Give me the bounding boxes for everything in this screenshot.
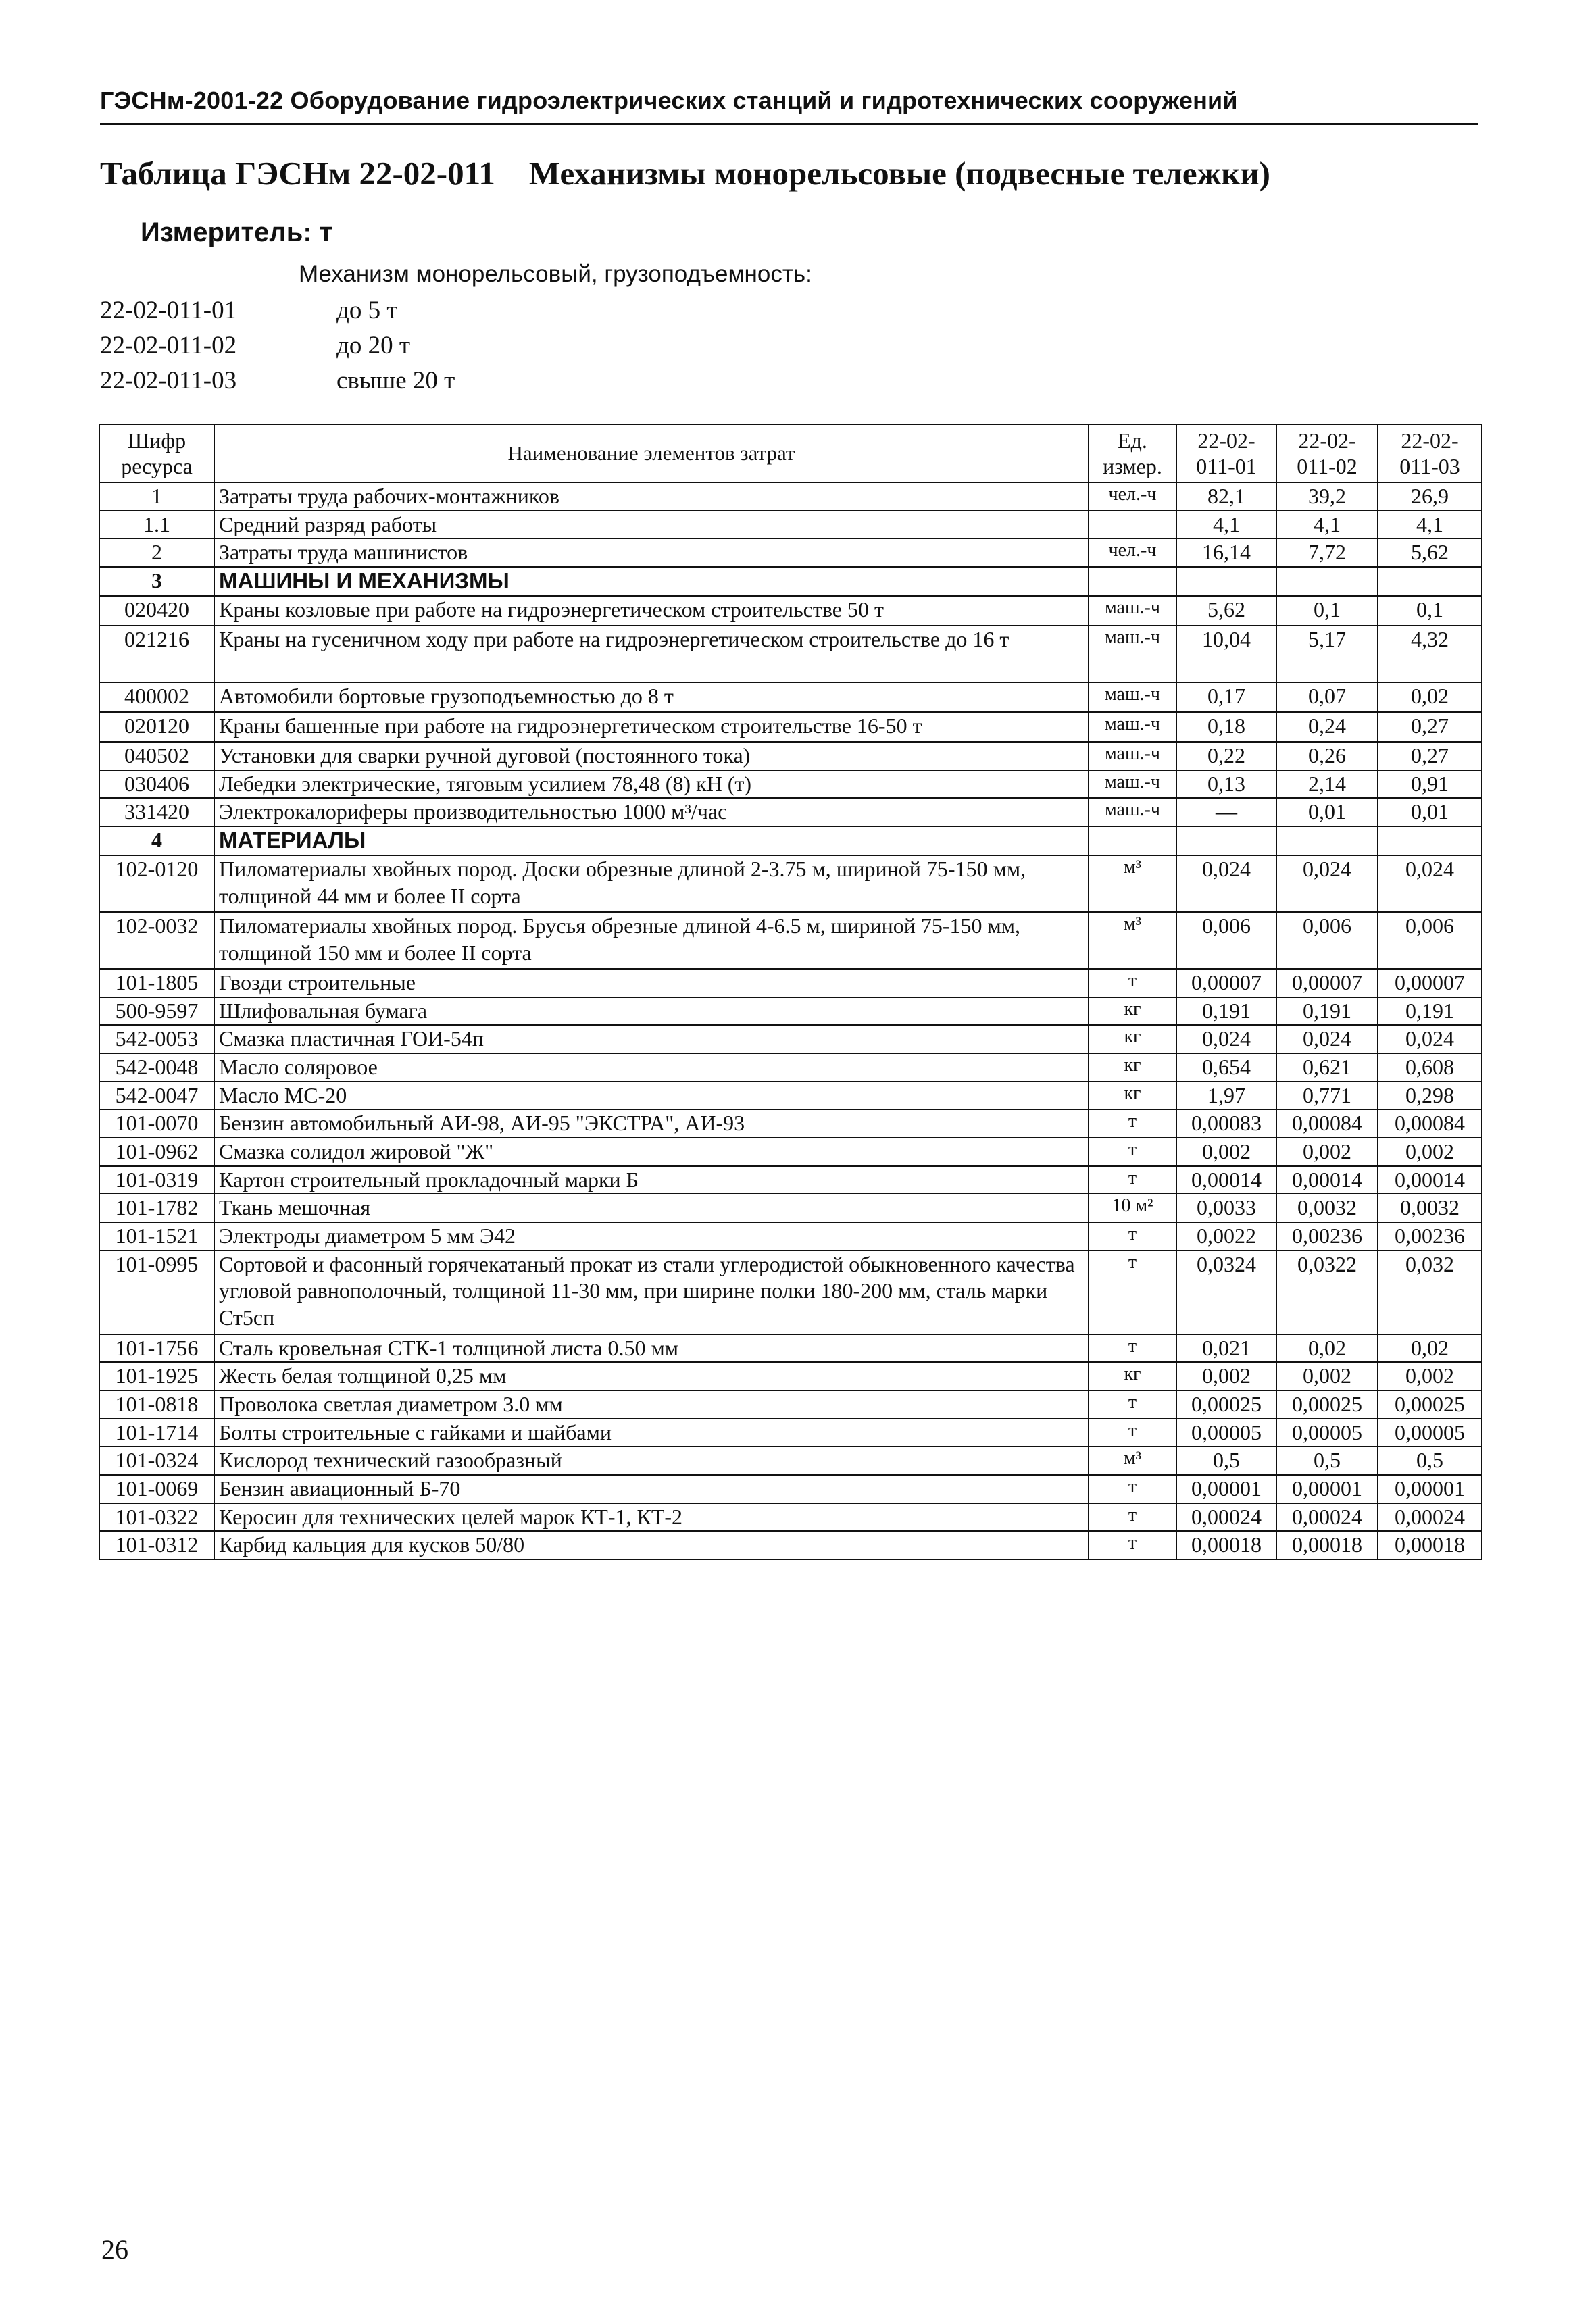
value-variant-01 <box>1176 826 1276 855</box>
running-header: ГЭСНм-2001-22 Оборудование гидроэлектрических станций и гидротехнических сооружений <box>100 86 1238 114</box>
value-variant-01: 0,00005 <box>1176 1419 1276 1447</box>
resource-code: 500-9597 <box>99 997 214 1026</box>
resource-name: Проволока светлая диаметром 3.0 мм <box>214 1390 1089 1419</box>
value-variant-03: 0,191 <box>1378 997 1482 1026</box>
value-variant-02: 0,00024 <box>1276 1503 1378 1532</box>
value-variant-01: 0,00025 <box>1176 1390 1276 1419</box>
value-variant-02: 0,0032 <box>1276 1194 1378 1222</box>
resource-code: 101-1782 <box>99 1194 214 1222</box>
value-variant-02: 0,006 <box>1276 912 1378 969</box>
table-name: Механизмы монорельсовые (подвесные тележки) <box>528 155 1270 192</box>
resource-code: 040502 <box>99 742 214 770</box>
value-variant-01: 4,1 <box>1176 511 1276 539</box>
table-row <box>99 742 1482 770</box>
resource-unit: т <box>1089 1503 1176 1532</box>
value-variant-02: 4,1 <box>1276 511 1378 539</box>
resource-name: Керосин для технических целей марок КТ-1, КТ-2 <box>214 1503 1089 1532</box>
value-variant-02: 0,00084 <box>1276 1109 1378 1138</box>
value-variant-03: 0,00001 <box>1378 1475 1482 1503</box>
resources-table <box>99 424 1482 1560</box>
table-row <box>99 511 1482 539</box>
value-variant-03 <box>1378 567 1482 596</box>
page-number: 26 <box>101 2234 128 2265</box>
header-code: Шифр ресурса <box>99 424 214 482</box>
variant-line <box>100 296 573 325</box>
table-title <box>100 154 1478 193</box>
value-variant-03: 0,608 <box>1378 1053 1482 1082</box>
resource-name: Смазка солидол жировой "Ж" <box>214 1138 1089 1166</box>
resource-name: Затраты труда рабочих-монтажников <box>214 482 1089 511</box>
resource-code: 021216 <box>99 626 214 682</box>
header-variant-02: 22-02-011-02 <box>1276 424 1378 482</box>
value-variant-02: 0,1 <box>1276 596 1378 626</box>
table-row <box>99 912 1482 969</box>
table-row <box>99 1503 1482 1532</box>
value-variant-03: 5,62 <box>1378 538 1482 567</box>
table-row <box>99 596 1482 626</box>
table-label: Таблица ГЭСНм 22-02-011 <box>100 155 495 192</box>
resource-unit: т <box>1089 1334 1176 1363</box>
table-row <box>99 1419 1482 1447</box>
resource-name: Картон строительный прокладочный марки Б <box>214 1166 1089 1194</box>
value-variant-01: 0,0022 <box>1176 1222 1276 1251</box>
value-variant-02: 0,024 <box>1276 855 1378 912</box>
resource-name: Смазка пластичная ГОИ-54п <box>214 1025 1089 1053</box>
table-row <box>99 1166 1482 1194</box>
value-variant-01: — <box>1176 798 1276 826</box>
value-variant-03: 0,91 <box>1378 770 1482 799</box>
resource-code: 101-0818 <box>99 1390 214 1419</box>
value-variant-03: 0,00024 <box>1378 1503 1482 1532</box>
value-variant-01: 10,04 <box>1176 626 1276 682</box>
table-row <box>99 1082 1482 1110</box>
value-variant-02 <box>1276 567 1378 596</box>
value-variant-03: 0,5 <box>1378 1447 1482 1475</box>
value-variant-03: 4,32 <box>1378 626 1482 682</box>
value-variant-03: 0,1 <box>1378 596 1482 626</box>
resource-name: Лебедки электрические, тяговым усилием 78,48 (8) кН (т) <box>214 770 1089 799</box>
value-variant-03: 0,006 <box>1378 912 1482 969</box>
value-variant-01: 0,024 <box>1176 1025 1276 1053</box>
resource-code: 1 <box>99 482 214 511</box>
resource-unit: маш.-ч <box>1089 596 1176 626</box>
value-variant-03: 0,298 <box>1378 1082 1482 1110</box>
resource-unit: т <box>1089 1419 1176 1447</box>
value-variant-02: 0,00001 <box>1276 1475 1378 1503</box>
resource-name: Кислород технический газообразный <box>214 1447 1089 1475</box>
resource-unit: т <box>1089 1138 1176 1166</box>
value-variant-02: 0,26 <box>1276 742 1378 770</box>
value-variant-03: 0,024 <box>1378 855 1482 912</box>
value-variant-03: 26,9 <box>1378 482 1482 511</box>
resource-unit: т <box>1089 1109 1176 1138</box>
resource-name: Карбид кальция для кусков 50/80 <box>214 1531 1089 1559</box>
value-variant-01: 0,0033 <box>1176 1194 1276 1222</box>
table-row <box>99 969 1482 997</box>
meter-label: Измеритель: т <box>141 218 333 247</box>
table-row <box>99 826 1482 855</box>
value-variant-03: 0,00236 <box>1378 1222 1482 1251</box>
resource-code: 102-0120 <box>99 855 214 912</box>
table-row <box>99 1362 1482 1390</box>
resource-name: Краны башенные при работе на гидроэнергетическом строительстве 16-50 т <box>214 712 1089 742</box>
table-row <box>99 1251 1482 1334</box>
resource-name: Бензин авиационный Б-70 <box>214 1475 1089 1503</box>
resource-unit <box>1089 511 1176 539</box>
table-row <box>99 1053 1482 1082</box>
resource-code: 101-0319 <box>99 1166 214 1194</box>
value-variant-01: 0,021 <box>1176 1334 1276 1363</box>
value-variant-02: 0,00025 <box>1276 1390 1378 1419</box>
resource-code: 101-0322 <box>99 1503 214 1532</box>
table-row <box>99 567 1482 596</box>
value-variant-03: 0,00014 <box>1378 1166 1482 1194</box>
resource-unit: 10 м² <box>1089 1194 1176 1222</box>
resource-name: Затраты труда машинистов <box>214 538 1089 567</box>
resource-unit: т <box>1089 1222 1176 1251</box>
resource-code: 2 <box>99 538 214 567</box>
value-variant-03: 0,02 <box>1378 682 1482 712</box>
resource-name: Гвозди строительные <box>214 969 1089 997</box>
resource-name: Масло МС-20 <box>214 1082 1089 1110</box>
value-variant-01: 0,191 <box>1176 997 1276 1026</box>
resource-code: 030406 <box>99 770 214 799</box>
value-variant-02: 7,72 <box>1276 538 1378 567</box>
table-row <box>99 626 1482 682</box>
value-variant-03: 0,024 <box>1378 1025 1482 1053</box>
resource-unit: кг <box>1089 997 1176 1026</box>
resource-code: 3 <box>99 567 214 596</box>
resource-code: 4 <box>99 826 214 855</box>
resource-name: Пиломатериалы хвойных пород. Брусья обрезные длиной 4-6.5 м, шириной 75-150 мм, толщиной 150 мм и более II сорта <box>214 912 1089 969</box>
resource-name: Ткань мешочная <box>214 1194 1089 1222</box>
resource-code: 542-0047 <box>99 1082 214 1110</box>
resource-name: Масло соляровое <box>214 1053 1089 1082</box>
table-row <box>99 997 1482 1026</box>
value-variant-01: 0,0324 <box>1176 1251 1276 1334</box>
resource-name: МАШИНЫ И МЕХАНИЗМЫ <box>214 567 1089 596</box>
value-variant-02: 5,17 <box>1276 626 1378 682</box>
variant-code: 22-02-011-02 <box>100 332 237 359</box>
value-variant-01: 0,006 <box>1176 912 1276 969</box>
resource-unit: т <box>1089 969 1176 997</box>
table-row <box>99 1475 1482 1503</box>
value-variant-01: 0,22 <box>1176 742 1276 770</box>
table-row <box>99 855 1482 912</box>
resource-name: Бензин автомобильный АИ-98, АИ-95 "ЭКСТРА", АИ-93 <box>214 1109 1089 1138</box>
header-variant-03: 22-02-011-03 <box>1378 424 1482 482</box>
value-variant-02: 0,621 <box>1276 1053 1378 1082</box>
resource-code: 102-0032 <box>99 912 214 969</box>
value-variant-01: 0,13 <box>1176 770 1276 799</box>
value-variant-01: 5,62 <box>1176 596 1276 626</box>
header-name: Наименование элементов затрат <box>214 424 1089 482</box>
header-unit: Ед. измер. <box>1089 424 1176 482</box>
value-variant-01: 0,18 <box>1176 712 1276 742</box>
resource-code: 101-0995 <box>99 1251 214 1334</box>
value-variant-02: 2,14 <box>1276 770 1378 799</box>
value-variant-01: 0,654 <box>1176 1053 1276 1082</box>
value-variant-01: 0,00001 <box>1176 1475 1276 1503</box>
value-variant-01: 0,002 <box>1176 1138 1276 1166</box>
resource-name: Сталь кровельная СТК-1 толщиной листа 0.50 мм <box>214 1334 1089 1363</box>
variant-code: 22-02-011-01 <box>100 297 237 324</box>
variant-capacity: до 5 т <box>336 297 398 324</box>
value-variant-03: 0,02 <box>1378 1334 1482 1363</box>
table-row <box>99 1025 1482 1053</box>
value-variant-02: 0,00005 <box>1276 1419 1378 1447</box>
resource-unit: т <box>1089 1531 1176 1559</box>
value-variant-03 <box>1378 826 1482 855</box>
resource-unit: маш.-ч <box>1089 682 1176 712</box>
value-variant-01: 0,00007 <box>1176 969 1276 997</box>
resource-unit: м³ <box>1089 912 1176 969</box>
resource-code: 1.1 <box>99 511 214 539</box>
resource-name: Болты строительные с гайками и шайбами <box>214 1419 1089 1447</box>
resource-code: 101-1925 <box>99 1362 214 1390</box>
value-variant-02: 0,771 <box>1276 1082 1378 1110</box>
resource-name: Автомобили бортовые грузоподъемностью до 8 т <box>214 682 1089 712</box>
value-variant-02: 0,002 <box>1276 1362 1378 1390</box>
resource-code: 101-0069 <box>99 1475 214 1503</box>
value-variant-01: 0,00014 <box>1176 1166 1276 1194</box>
resource-name: Краны на гусеничном ходу при работе на гидроэнергетическом строительстве до 16 т <box>214 626 1089 682</box>
value-variant-01: 16,14 <box>1176 538 1276 567</box>
resource-unit: маш.-ч <box>1089 712 1176 742</box>
resource-name: МАТЕРИАЛЫ <box>214 826 1089 855</box>
resource-code: 542-0048 <box>99 1053 214 1082</box>
resource-unit: маш.-ч <box>1089 798 1176 826</box>
resource-unit: маш.-ч <box>1089 742 1176 770</box>
resource-code: 101-0962 <box>99 1138 214 1166</box>
resource-unit: чел.-ч <box>1089 482 1176 511</box>
value-variant-03: 0,00025 <box>1378 1390 1482 1419</box>
table-row <box>99 1138 1482 1166</box>
resource-name: Пиломатериалы хвойных пород. Доски обрезные длиной 2-3.75 м, шириной 75-150 мм, толщиной 44 мм и более II сорта <box>214 855 1089 912</box>
value-variant-03: 0,00005 <box>1378 1419 1482 1447</box>
resource-unit: т <box>1089 1166 1176 1194</box>
resource-name: Жесть белая толщиной 0,25 мм <box>214 1362 1089 1390</box>
resource-name: Электроды диаметром 5 мм Э42 <box>214 1222 1089 1251</box>
value-variant-02: 0,00236 <box>1276 1222 1378 1251</box>
value-variant-02: 0,002 <box>1276 1138 1378 1166</box>
resource-code: 101-1756 <box>99 1334 214 1363</box>
value-variant-01: 0,00083 <box>1176 1109 1276 1138</box>
value-variant-03: 4,1 <box>1378 511 1482 539</box>
value-variant-02: 0,5 <box>1276 1447 1378 1475</box>
resource-unit <box>1089 826 1176 855</box>
value-variant-03: 0,27 <box>1378 712 1482 742</box>
value-variant-01: 1,97 <box>1176 1082 1276 1110</box>
resource-unit: м³ <box>1089 1447 1176 1475</box>
header-variant-01: 22-02-011-01 <box>1176 424 1276 482</box>
table-row <box>99 798 1482 826</box>
resource-unit: кг <box>1089 1025 1176 1053</box>
table-row <box>99 682 1482 712</box>
resource-code: 101-1805 <box>99 969 214 997</box>
value-variant-01 <box>1176 567 1276 596</box>
variant-capacity: свыше 20 т <box>336 367 455 395</box>
resource-unit: т <box>1089 1390 1176 1419</box>
resource-code: 020120 <box>99 712 214 742</box>
value-variant-02: 0,02 <box>1276 1334 1378 1363</box>
value-variant-03: 0,01 <box>1378 798 1482 826</box>
resource-unit <box>1089 567 1176 596</box>
resource-code: 331420 <box>99 798 214 826</box>
value-variant-01: 82,1 <box>1176 482 1276 511</box>
resource-unit: маш.-ч <box>1089 770 1176 799</box>
table-row <box>99 1390 1482 1419</box>
resource-code: 101-1714 <box>99 1419 214 1447</box>
resource-name: Шлифовальная бумага <box>214 997 1089 1026</box>
value-variant-02: 0,191 <box>1276 997 1378 1026</box>
table-header-row <box>99 424 1482 482</box>
value-variant-02: 0,01 <box>1276 798 1378 826</box>
table-row <box>99 1109 1482 1138</box>
resource-code: 020420 <box>99 596 214 626</box>
table-row <box>99 712 1482 742</box>
value-variant-01: 0,5 <box>1176 1447 1276 1475</box>
value-variant-02: 0,00014 <box>1276 1166 1378 1194</box>
value-variant-01: 0,024 <box>1176 855 1276 912</box>
resource-unit: т <box>1089 1251 1176 1334</box>
variant-capacity: до 20 т <box>336 332 410 359</box>
value-variant-03: 0,0032 <box>1378 1194 1482 1222</box>
resource-name: Средний разряд работы <box>214 511 1089 539</box>
variants-intro: Механизм монорельсовый, грузоподъемность: <box>299 261 812 287</box>
resource-name: Установки для сварки ручной дуговой (постоянного тока) <box>214 742 1089 770</box>
value-variant-02: 0,00007 <box>1276 969 1378 997</box>
resource-unit: м³ <box>1089 855 1176 912</box>
value-variant-03: 0,00084 <box>1378 1109 1482 1138</box>
variant-line <box>100 331 573 360</box>
resource-code: 400002 <box>99 682 214 712</box>
value-variant-02: 39,2 <box>1276 482 1378 511</box>
value-variant-02: 0,00018 <box>1276 1531 1378 1559</box>
value-variant-03: 0,00018 <box>1378 1531 1482 1559</box>
value-variant-02: 0,07 <box>1276 682 1378 712</box>
variant-line <box>100 366 573 395</box>
resource-name: Сортовой и фасонный горячекатаный прокат из стали углеродистой обыкновенного качества угловой равнополочный, толщиной 11-30 мм, при ширине полки 180-200 мм, сталь марки Ст5сп <box>214 1251 1089 1334</box>
value-variant-01: 0,002 <box>1176 1362 1276 1390</box>
value-variant-03: 0,032 <box>1378 1251 1482 1334</box>
resource-unit: кг <box>1089 1362 1176 1390</box>
value-variant-02: 0,0322 <box>1276 1251 1378 1334</box>
value-variant-03: 0,00007 <box>1378 969 1482 997</box>
table-row <box>99 1222 1482 1251</box>
resource-unit: т <box>1089 1475 1176 1503</box>
resource-unit: чел.-ч <box>1089 538 1176 567</box>
value-variant-02: 0,024 <box>1276 1025 1378 1053</box>
resource-code: 101-0070 <box>99 1109 214 1138</box>
resource-unit: кг <box>1089 1082 1176 1110</box>
value-variant-02: 0,24 <box>1276 712 1378 742</box>
resource-unit: кг <box>1089 1053 1176 1082</box>
value-variant-01: 0,17 <box>1176 682 1276 712</box>
table-row <box>99 1531 1482 1559</box>
table-row <box>99 1334 1482 1363</box>
table-row <box>99 538 1482 567</box>
variant-code: 22-02-011-03 <box>100 367 237 395</box>
value-variant-01: 0,00024 <box>1176 1503 1276 1532</box>
value-variant-03: 0,002 <box>1378 1362 1482 1390</box>
resource-code: 542-0053 <box>99 1025 214 1053</box>
resource-code: 101-0312 <box>99 1531 214 1559</box>
value-variant-03: 0,27 <box>1378 742 1482 770</box>
value-variant-03: 0,002 <box>1378 1138 1482 1166</box>
table-row <box>99 1194 1482 1222</box>
resource-name: Краны козловые при работе на гидроэнергетическом строительстве 50 т <box>214 596 1089 626</box>
table-row <box>99 482 1482 511</box>
table-row <box>99 770 1482 799</box>
value-variant-02 <box>1276 826 1378 855</box>
resource-name: Электрокалориферы производительностью 1000 м³/час <box>214 798 1089 826</box>
table-row <box>99 1447 1482 1475</box>
value-variant-01: 0,00018 <box>1176 1531 1276 1559</box>
resource-code: 101-1521 <box>99 1222 214 1251</box>
header-divider <box>100 123 1478 125</box>
resource-code: 101-0324 <box>99 1447 214 1475</box>
resource-unit: маш.-ч <box>1089 626 1176 682</box>
